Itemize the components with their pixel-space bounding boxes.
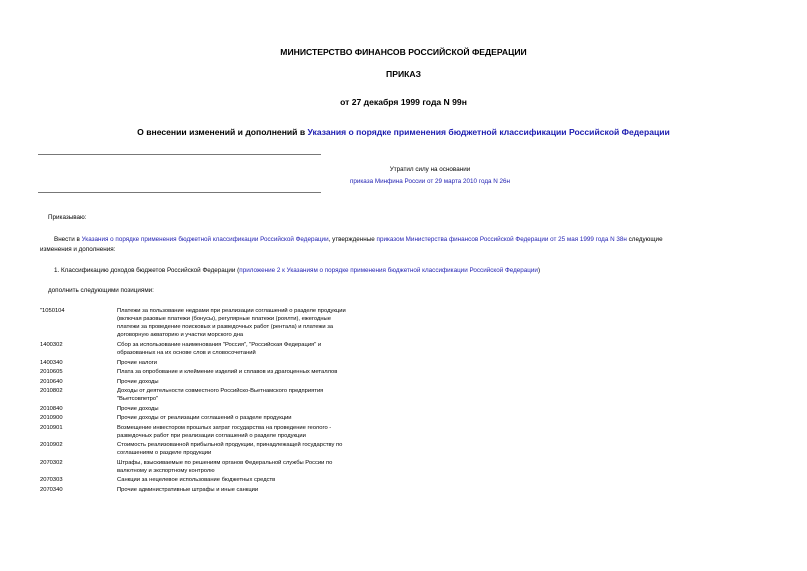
row-description: Прочие доходы от реализации соглашений о разделе продукции [117,415,292,421]
document-title [0,127,807,137]
row-code: 2070340 [40,486,63,493]
row-code: 2010840 [40,405,63,412]
row-description: Прочие налоги [117,359,158,366]
item-1 [54,266,774,276]
supplement-text: дополнить следующими позициями: [48,287,154,294]
row-description: Доходы от деятельности совместного Российско-Вьетнамского предприятия "Вьетсовпетро" [117,388,324,402]
row-code: 1400302 [40,342,63,348]
table-row [40,441,360,457]
intro-text-3: следующие [626,236,663,243]
table-row [40,307,360,339]
title-prefix: О внесении изменений и дополнений в [137,127,308,137]
row-description: Санкции за нецелевое использование бюджетных средств [117,477,276,483]
table-row [40,387,360,403]
table-row [40,378,360,386]
item-1-link[interactable]: приложение 2 к Указаниям о порядке применения бюджетной классификации Российской Федерации [239,267,538,274]
table-row [40,424,360,440]
table-row [40,476,360,484]
intro-text-4: изменения и дополнения: [40,245,116,253]
row-description: Стоимость реализованной прибыльной продукции, принадлежащей государству по соглашениям о разделе продукции [117,442,343,456]
ministry-heading: МИНИСТЕРСТВО ФИНАНСОВ РОССИЙСКОЙ ФЕДЕРАЦИИ [280,47,527,57]
separator-bottom [38,192,321,193]
table-row [40,368,360,376]
document-date-number: от 27 декабря 1999 года N 99н [340,97,467,107]
row-description: Платежи за пользование недрами при реализации соглашений о разделе продукции (включая разовые платежи (бонусы), регулярные платежи (роялти), ежегодные платежи за проведение поисковых и разведочных работ (рентала) и платежи за договорную акваторию и участки морского дна [117,308,346,338]
row-code: 2010901 [40,424,63,431]
table-row [40,341,360,357]
row-description: Штрафы, взыскиваемые по решениям органов Федеральной службы России по валютному и экспортному контролю [117,459,333,474]
row-code: 2010640 [40,378,63,385]
intro-text-2: , утвержденные [328,236,377,243]
lost-force-note [300,164,560,188]
item-1-prefix: 1. Классификацию доходов бюджетов Российской Федерации ( [54,267,240,274]
row-description: Возмещение инвестором прошлых затрат государства на проведение геолого - разведочных работ при реализации соглашений о разделе продукции [117,424,332,439]
intro-link-instructions[interactable]: Указания о порядке применения бюджетной классификации Российской Федерации [81,236,329,243]
title-link[interactable]: Указания о порядке применения бюджетной классификации Российской Федерации [307,127,670,137]
table-row [40,459,360,475]
row-code: 2010902 [40,442,63,448]
row-code: 2010605 [40,369,63,375]
row-description: Прочие доходы [117,378,159,385]
separator-top [38,154,321,155]
row-code: 2070302 [40,459,63,466]
intro-text-1: Внести в [54,236,82,243]
codes-table [40,307,360,494]
row-code: "1050104 [40,308,65,314]
table-row [40,405,360,413]
lost-force-text: Утратил силу на основании [389,166,471,173]
row-description: Плата за опробование и клеймение изделий и сплавов из драгоценных металлов [117,369,338,375]
table-row [40,359,360,367]
row-description: Сбор за использование наименования "Россия", "Российская Федерация" и образованных на их основе слов и словосочетаний [117,342,322,356]
intro-paragraph [40,235,770,254]
row-code: 2070303 [40,477,63,483]
row-code: 2010802 [40,388,63,394]
lost-force-link[interactable]: приказа Минфина России от 29 марта 2010 года N 26н [349,178,511,185]
row-code: 2010900 [40,415,63,421]
intro-link-order[interactable]: приказом Министерства финансов Российской Федерации от 25 мая 1999 года N 38н [376,236,627,243]
document-type: ПРИКАЗ [386,69,421,79]
row-code: 1400340 [40,359,63,366]
item-1-suffix: ) [537,267,541,274]
order-word: Приказываю: [48,214,87,221]
row-description: Прочие административные штрафы и иные санкции [117,486,259,493]
table-row [40,486,360,494]
table-row [40,414,360,422]
row-description: Прочие доходы [117,405,159,412]
